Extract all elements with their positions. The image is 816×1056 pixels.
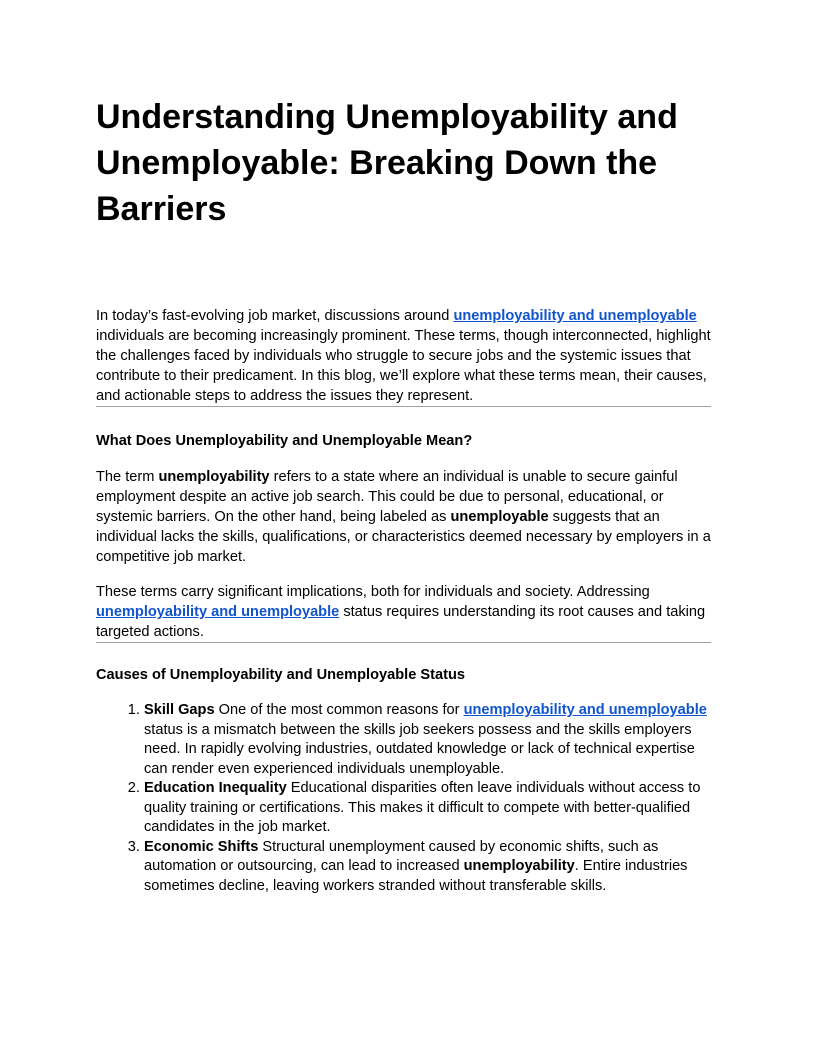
list-item-text: One of the most common reasons for: [214, 702, 464, 718]
bold-term-unemployability: unemployability: [158, 469, 270, 485]
definition-text: suggests that an individual lacks the skills, qualifications, or characteristics deemed necessary by employers in a competitive job market.: [96, 509, 711, 565]
list-item-title: Education Inequality: [144, 780, 287, 796]
list-item-text: . Entire industries sometimes decline, leaving workers stranded without transferable skills.: [144, 858, 688, 894]
intro-text-after: individuals are becoming increasingly prominent. These terms, though interconnected, highlight the challenges faced by individuals who struggle to secure jobs and the systemic issues that contribute to their predicament. In this blog, we’ll explore what these terms mean, their causes, and actionable steps to address the issues they represent.: [96, 328, 711, 404]
implications-link[interactable]: unemployability and unemployable: [96, 604, 340, 620]
document-page: [96, 94, 720, 896]
list-item-title: Economic Shifts: [144, 838, 259, 855]
list-item-text: status is a mismatch between the skills job seekers possess and the skills employers need. In rapidly evolving industries, outdated knowledge or lack of technical expertise can render even experienced individuals unemployable.: [144, 721, 695, 777]
list-item-skill-gaps: [144, 701, 720, 779]
bold-term-unemployable: unemployable: [450, 509, 549, 525]
list-item-economic-shifts: [144, 838, 720, 897]
definition-text: The term: [96, 469, 159, 485]
implications-text-after: status requires understanding its root causes and taking targeted actions.: [96, 604, 706, 640]
intro-paragraph: [96, 306, 720, 406]
page-title: Understanding Unemployability and Unemployable: Breaking Down the Barriers: [96, 98, 678, 228]
list-item-title: Skill Gaps: [144, 702, 215, 718]
section-divider: [96, 406, 711, 407]
section-heading-what: What Does Unemployability and Unemployable Mean?: [96, 433, 473, 449]
intro-text-before: In today’s fast-evolving job market, discussions around: [96, 308, 454, 324]
list-item-text: Educational disparities often leave individuals without access to quality training or certifications. This makes it difficult to compete with better-qualified candidates in the job market.: [144, 780, 701, 835]
definition-text: refers to a state where an individual is unable to secure gainful employment despite an active job search. This could be due to personal, educational, or systemic barriers. On the other hand, being labeled as: [96, 469, 678, 525]
intro-link[interactable]: unemployability and unemployable: [453, 308, 697, 324]
implications-text-before: These terms carry significant implications, both for individuals and society. Addressing: [96, 584, 650, 600]
list-item-text: Structural unemployment caused by economic shifts, such as automation or outsourcing, can lead to increased: [144, 838, 659, 874]
implications-paragraph: [96, 582, 720, 642]
bold-term-unemployability: unemployability: [463, 858, 575, 874]
section-divider: [96, 642, 711, 643]
definition-paragraph: [96, 467, 720, 567]
causes-list: [96, 701, 720, 896]
skill-gaps-link[interactable]: unemployability and unemployable: [463, 702, 707, 718]
section-heading-causes: Causes of Unemployability and Unemployable Status: [96, 667, 465, 683]
list-item-education-inequality: [144, 779, 720, 838]
